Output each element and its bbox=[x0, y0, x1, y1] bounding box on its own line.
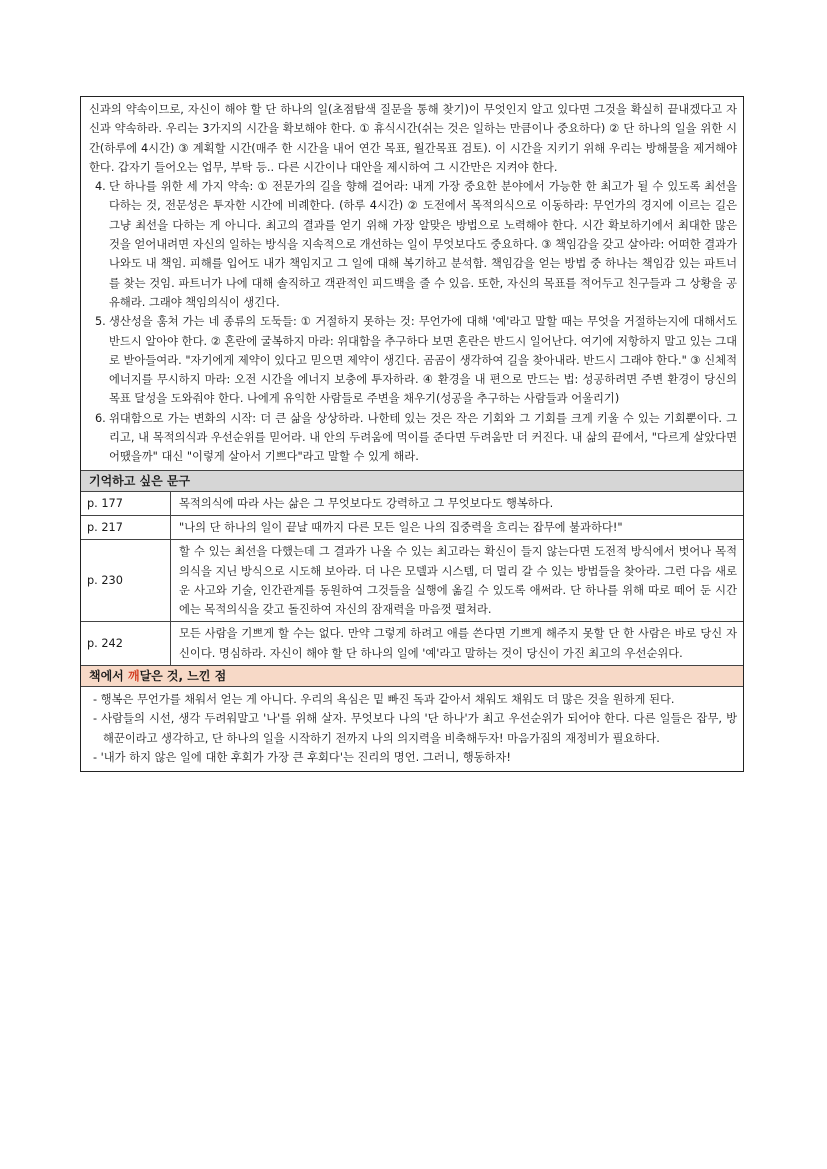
summary-item-4 bbox=[89, 177, 737, 312]
item-number: 6. bbox=[95, 411, 106, 425]
insights-header-highlight: 깨 bbox=[127, 669, 140, 684]
insights-header-pre: 책에서 bbox=[89, 669, 128, 684]
insights-header bbox=[81, 666, 743, 687]
quote-page: p. 230 bbox=[81, 540, 171, 622]
table-row bbox=[81, 492, 743, 516]
table-row bbox=[81, 540, 743, 622]
item-text: 생산성을 훔쳐 가는 네 종류의 도둑들: ① 거절하지 못하는 것: 무언가에 대해 '예'라고 말할 때는 무엇을 거절하는지에 대해서도 반드시 알아야 한다. ② 혼란에 굴복하지 마라: 위대함을 추구하다 보면 혼란은 반드시 일어난다. 여기에 저항하지 말고 있는 그대로 받아들여라. "자기에게 제약이 있다고 믿으면 제약이 생긴다. 곰곰이 생각하여 길을 찾아내라. 반드시 그래야 한다." ③ 신체적 에너지를 무시하지 마라: 오전 시간을 에너지 보충에 투자하라. ④ 환경을 내 편으로 만드는 법: 성공하려면 주변 환경이 당신의 목표 달성을 도와줘야 한다. 나에게 유익한 사람들로 주변을 채우기(성공을 추구하는 사람들과 어울리기) bbox=[109, 315, 737, 406]
item-text: 단 하나를 위한 세 가지 약속: ① 전문가의 길을 향해 걸어라: 내게 가장 중요한 분야에서 가능한 한 최고가 될 수 있도록 최선을 다하는 것, 전문성은 투자한 시간에 비례한다. (하루 4시간) ② 도전에서 목적의식으로 이동하라: 무언가의 경지에 이르는 길은 그냥 최선을 다하는 게 아니다. 최고의 결과를 얻기 위해 가장 알맞은 방법으로 노력해야 한다. 시간 확보하기에서 최대한 많은 것을 얻어내려면 자신의 일하는 방식을 지속적으로 개선하는 일이 무엇보다도 중요하다. ③ 책임감을 갖고 살아라: 어떠한 결과가 나와도 내 책임. 피해를 입어도 내가 책임지고 그 일에 대해 복기하고 분석함. 책임감을 얻는 방법 중 하나는 책임감 있는 파트너를 찾는 것임. 파트너가 나에 대해 솔직하고 객관적인 피드백을 줄 수 있음. 또한, 자신의 목표를 적어두고 친구들과 그 상황을 공유해라. 그래야 책임의식이 생긴다. bbox=[109, 180, 737, 309]
quote-page: p. 217 bbox=[81, 515, 171, 539]
quote-text: 할 수 있는 최선을 다했는데 그 결과가 나올 수 있는 최고라는 확신이 들지 않는다면 도전적 방식에서 벗어나 목적의식을 지닌 방식으로 시도해 보아라. 더 나은 모델과 시스템, 더 멀리 갈 수 있는 방법들을 찾아라. 그런 다음 새로운 사고와 기술, 인간관계를 동원하여 그것들을 실행에 옮길 수 있도록 애써라. 단 하나를 위해 따로 떼어 둔 시간에는 목적의식을 갖고 돌진하여 자신의 잠재력을 마음껏 펼쳐라. bbox=[171, 540, 744, 622]
list-item: - 행복은 무언가를 채워서 얻는 게 아니다. 우리의 욕심은 밑 빠진 독과 같아서 채워도 채워도 더 많은 것을 원하게 된다. bbox=[93, 693, 675, 707]
quote-text: 모든 사람을 기쁘게 할 수는 없다. 만약 그렇게 하려고 애를 쓴다면 기쁘게 해주지 못할 단 한 사람은 바로 당신 자신이다. 명심하라. 자신이 해야 할 단 하나의 일에 '예'라고 말하는 것이 당신이 가진 최고의 우선순위다. bbox=[171, 622, 744, 666]
item-number: 4. bbox=[95, 180, 106, 194]
quotes-table bbox=[81, 492, 743, 666]
quotes-header: 기억하고 싶은 문구 bbox=[81, 471, 743, 492]
quote-text: 목적의식에 따라 사는 삶은 그 무엇보다도 강력하고 그 무엇보다도 행복하다. bbox=[171, 492, 744, 516]
quote-text: "나의 단 하나의 일이 끝날 때까지 다른 모든 일은 나의 집중력을 흐리는 잡무에 불과하다!" bbox=[171, 515, 744, 539]
summary-continuation: 신과의 약속이므로, 자신이 해야 할 단 하나의 일(초점탐색 질문을 통해 찾기)이 무엇인지 알고 있다면 그것을 확실히 끝내겠다고 자신과 약속하라. 우리는 3가지의 시간을 확보해야 한다. ① 휴식시간(쉬는 것은 일하는 만큼이나 중요하다) ② 단 하나의 일을 위한 시간(하루에 4시간) ③ 계획할 시간(매주 한 시간을 내어 연간 목표, 월간목표 검토). 이 시간을 지키기 위해 우리는 방해물을 제거해야 한다. 갑자기 들어오는 업무, 부탁 등.. 다른 시간이나 대안을 제시하여 그 시간만은 지켜야 한다. bbox=[89, 103, 737, 174]
insights-header-post: 달은 것, 느낀 점 bbox=[139, 669, 227, 684]
item-number: 5. bbox=[95, 315, 106, 329]
table-row bbox=[81, 515, 743, 539]
insights-section bbox=[81, 687, 743, 771]
summary-item-5 bbox=[89, 312, 737, 408]
summary-section bbox=[81, 97, 743, 471]
item-text: 위대함으로 가는 변화의 시작: 더 큰 삶을 상상하라. 나한테 있는 것은 작은 기회와 그 기회를 크게 키울 수 있는 기회뿐이다. 그리고, 내 목적의식과 우선순위를 믿어라. 내 안의 두려움에 먹이를 준다면 두려움만 더 커진다. 내 삶의 끝에서, "다르게 살았다면 어땠을까" 대신 "이렇게 살아서 기쁘다"라고 말할 수 있게 해라. bbox=[109, 411, 737, 464]
quote-page: p. 177 bbox=[81, 492, 171, 516]
table-row bbox=[81, 622, 743, 666]
list-item: - '내가 하지 않은 일에 대한 후회가 가장 큰 후회다'는 진리의 명언. 그러니, 행동하자! bbox=[93, 750, 511, 764]
list-item: - 사람들의 시선, 생각 두려워말고 '나'를 위해 살자. 무엇보다 나의 '단 하나'가 최고 우선순위가 되어야 한다. 다른 일들은 잡무, 방해꾼이라고 생각하고, 단 하나의 일을 시작하기 전까지 나의 의지력을 비축해두자! 마음가짐의 재정비가 필요하다. bbox=[93, 712, 737, 745]
quote-page: p. 242 bbox=[81, 622, 171, 666]
summary-item-6 bbox=[89, 409, 737, 467]
book-report-table bbox=[80, 96, 744, 772]
